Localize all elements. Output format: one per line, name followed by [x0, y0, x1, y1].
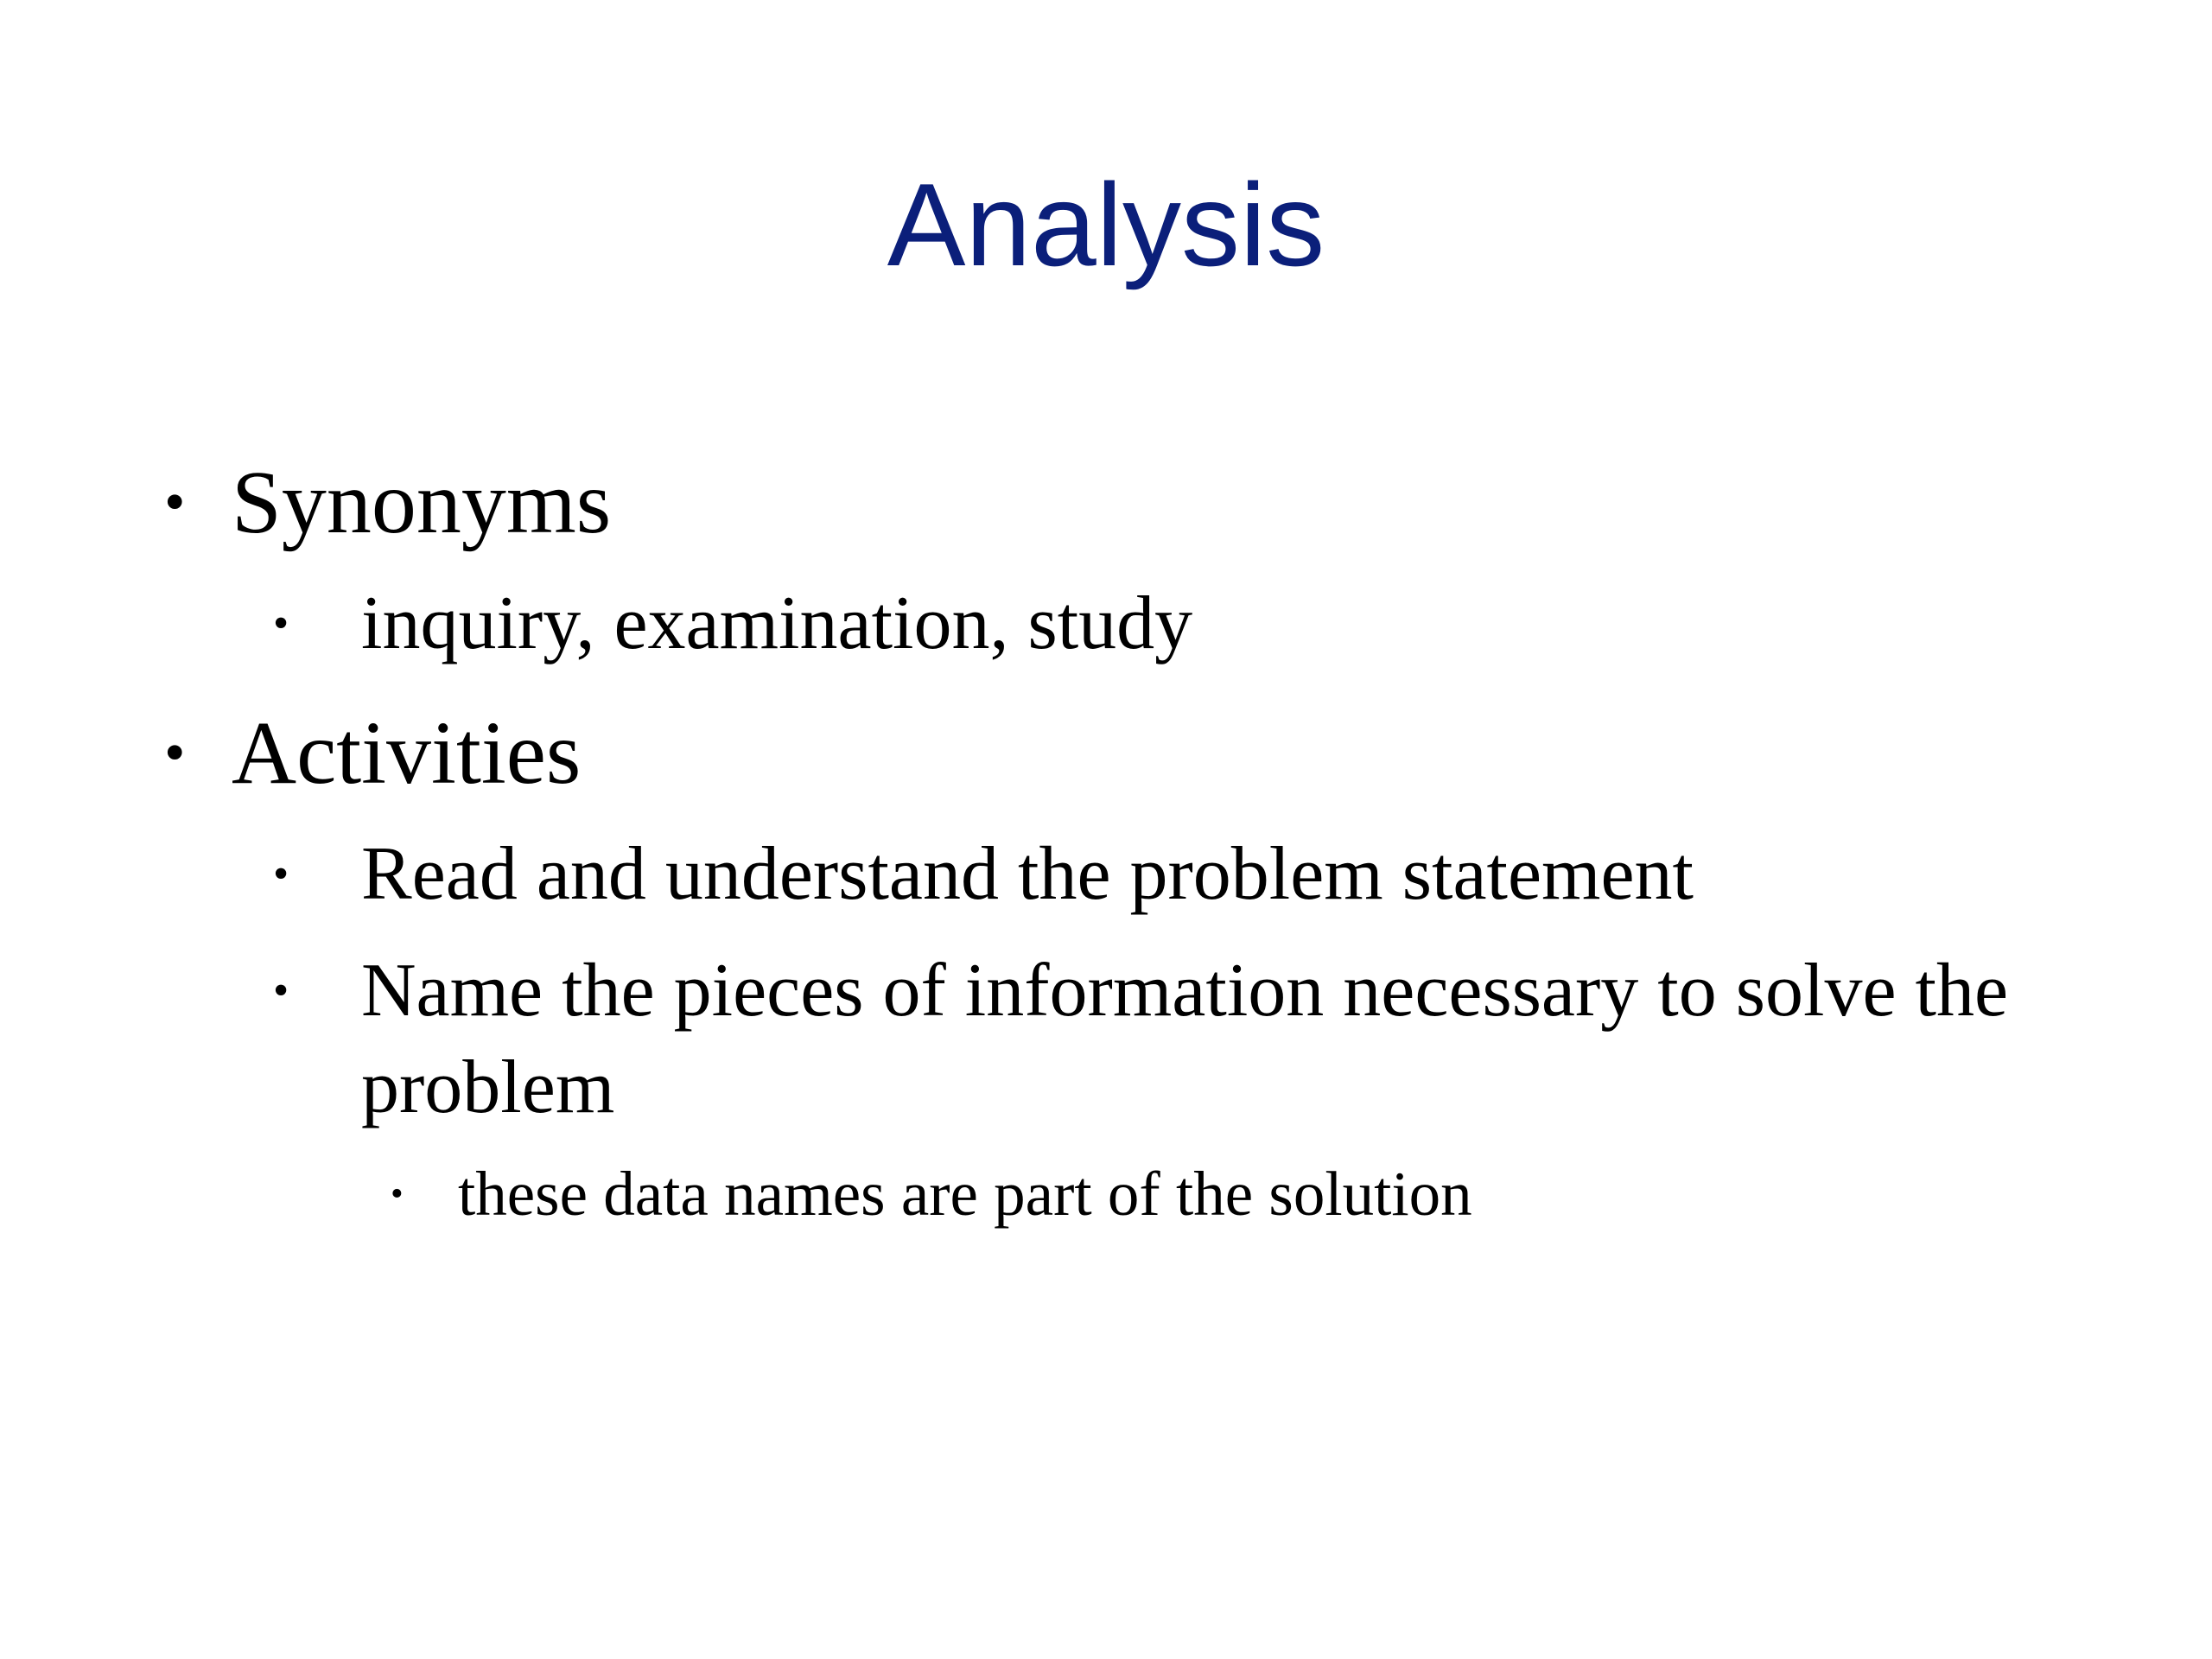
- bullet-item-activities: [164, 702, 582, 805]
- bullet-text: Activities: [232, 703, 582, 803]
- sub-bullet-item: [273, 826, 1694, 923]
- bullet-text: problem: [361, 1046, 615, 1129]
- sub-sub-bullet-item: [391, 1153, 1472, 1236]
- bullet-text: Synonyms: [232, 453, 612, 552]
- bullet-dot-icon: •: [273, 849, 289, 899]
- bullet-dot-icon: •: [164, 469, 186, 536]
- bullet-dot-icon: •: [391, 1174, 404, 1214]
- slide-title: Analysis: [887, 159, 1325, 290]
- bullet-dot-icon: •: [164, 720, 186, 786]
- bullet-dot-icon: •: [273, 599, 289, 648]
- bullet-item-synonyms: [164, 451, 612, 555]
- bullet-text: Read and understand the problem statement: [361, 832, 1694, 916]
- sub-bullet-item: [273, 575, 1193, 672]
- bullet-text: Name the pieces of information necessary to solve the: [361, 949, 2009, 1033]
- bullet-text: inquiry, examination, study: [361, 582, 1193, 665]
- bullet-dot-icon: •: [273, 966, 289, 1015]
- sub-bullet-item-continuation: [361, 1039, 614, 1136]
- bullet-text: these data names are part of the solution: [458, 1159, 1472, 1229]
- sub-bullet-item: [273, 943, 2009, 1039]
